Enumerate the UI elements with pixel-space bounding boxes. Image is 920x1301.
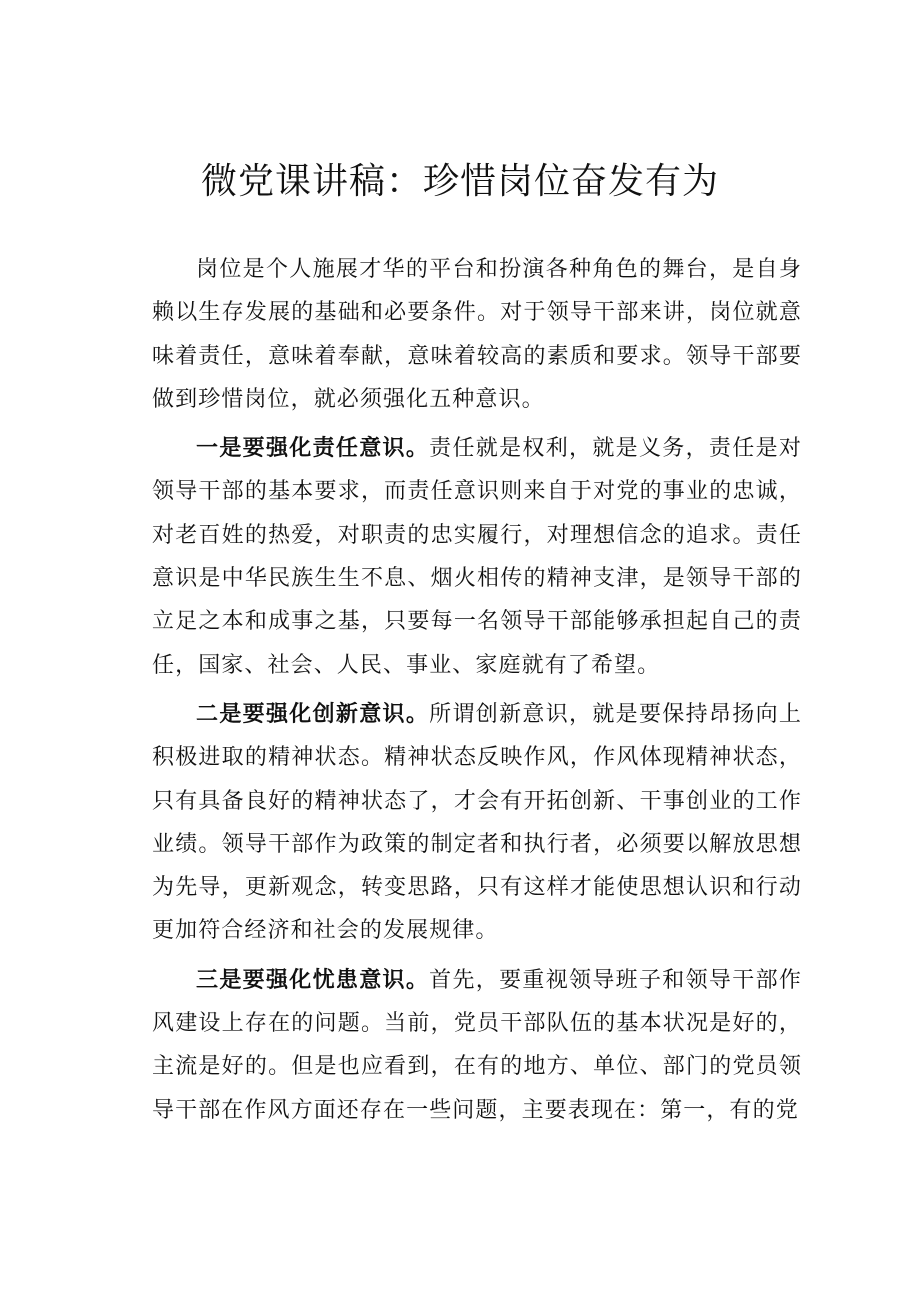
paragraph-lead: 三是要强化忧患意识。: [196, 967, 430, 993]
paragraph-text: 首先，要重视领导班子和领导干部作风建设上存在的问题。当前，党员干部队伍的基本状况是好的，主流是好的。但是也应看到，在有的地方、单位、部门的党员领导干部在作风方面还存在一些问题，主要表现在：第一，有的党: [152, 967, 802, 1123]
paragraph-innovation: [152, 693, 802, 953]
paragraph-lead: 一是要强化责任意识。: [196, 436, 430, 462]
paragraph-lead: 二是要强化创新意识。: [196, 701, 430, 727]
paragraph-crisis-awareness: [152, 959, 802, 1132]
paragraph-text: 岗位是个人施展才华的平台和扮演各种角色的舞台，是自身赖以生存发展的基础和必要条件。对于领导干部来讲，岗位就意味着责任，意味着奉献，意味着较高的素质和要求。领导干部要做到珍惜岗位，就必须强化五种意识。: [152, 257, 802, 412]
document-body: [152, 248, 802, 1138]
document-title: 微党课讲稿：珍惜岗位奋发有为: [200, 161, 719, 202]
paragraph-intro: [152, 248, 802, 421]
paragraph-text: 所谓创新意识，就是要保持昂扬向上积极进取的精神状态。精神状态反映作风，作风体现精神状态，只有具备良好的精神状态了，才会有开拓创新、干事创业的工作业绩。领导干部作为政策的制定者和执行者，必须要以解放思想为先导，更新观念，转变思路，只有这样才能使思想认识和行动更加符合经济和社会的发展规律。: [152, 701, 802, 944]
paragraph-responsibility: [152, 427, 802, 687]
paragraph-text: 责任就是权利，就是义务，责任是对领导干部的基本要求，而责任意识则来自于对党的事业的忠诚，对老百姓的热爱，对职责的忠实履行，对理想信念的追求。责任意识是中华民族生生不息、烟火相传的精神支津，是领导干部的立足之本和成事之基，只要每一名领导干部能够承担起自己的责任，国家、社会、人民、事业、家庭就有了希望。: [152, 436, 802, 678]
